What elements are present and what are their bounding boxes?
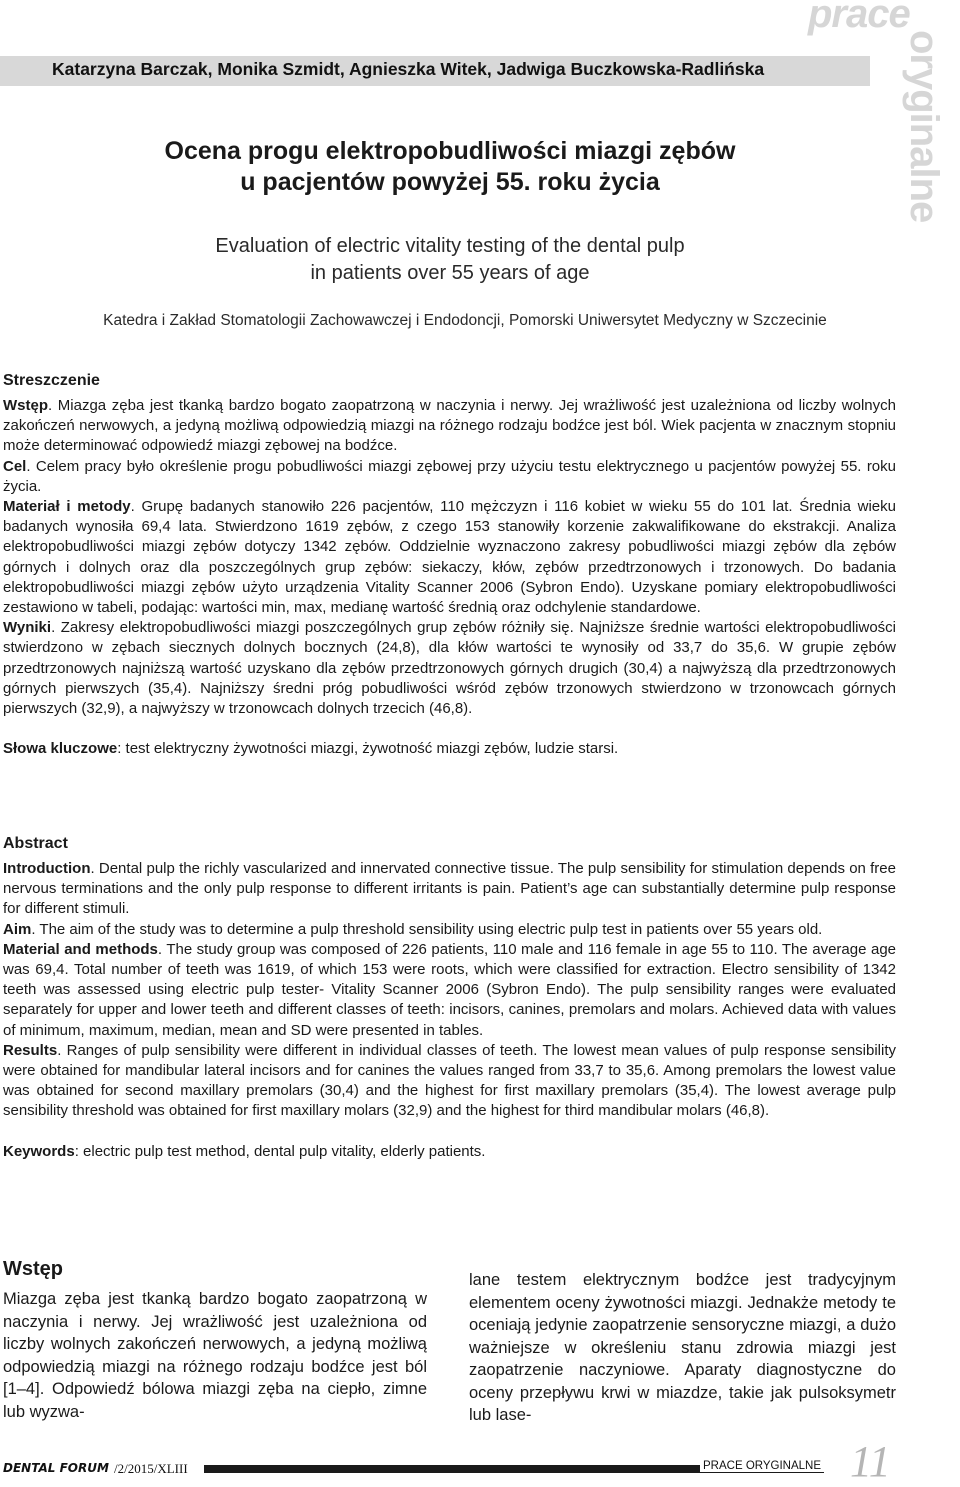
material-label: Materiał i metody [3, 498, 131, 516]
title-english [0, 233, 900, 287]
introduction-label: Introduction [3, 860, 91, 877]
keywords-text: : electric pulp test method, dental pulp vitality, elderly patients. [74, 1142, 486, 1160]
journal-name: DENTAL FORUM [3, 1461, 109, 1475]
abstract-heading: Abstract [3, 835, 68, 852]
introduction-text: . Dental pulp the richly vascularized and innervated connective tissue. The pulp sensibility for stimulation depends on free nervous terminations and the only pulp response to different irritants is pain. Patient’s age can substantially determine pulp response for different stimuli. [3, 860, 896, 918]
journal-issue: /2/2015/XLIII [114, 1461, 188, 1476]
wstep-heading: Wstęp [3, 1258, 63, 1280]
results-label: Results [3, 1041, 58, 1059]
section-tag-top: prace [808, 0, 910, 36]
slowa-kluczowe-label: Słowa kluczowe [3, 740, 118, 758]
wyniki-text: . Zakresy elektropobudliwości miazgi poszczególnych grup zębów różniły się. Najniższe średnie wartości elektropobudliwości stwierdzono w zębach siecznych dolnych bocznych (24,8), dla kłów wartości te wynosiły od 33,7 do 35,6. W grupie zębów przedtrzonowych najniższą wartość uzyskano dla zębów przedtrzonowych górnych drugich (30,4) a najwyższą dla przedtrzonowych górnych pierwszych (35,4). Najniższy średni próg pobudliwości wśród zębów trzonowych stwierdzono w trzonowcach górnych pierwszych (32,9), a najwyższy w trzonowcach dolnych trzecich (46,8). [3, 619, 896, 718]
affiliation: Katedra i Zakład Stomatologii Zachowawczej i Endodoncji, Pomorski Uniwersytet Medyczny w Szczecinie [103, 312, 827, 329]
streszczenie-heading: Streszczenie [3, 372, 100, 389]
footer-section-label: PRACE ORYGINALNE [700, 1460, 824, 1472]
title-pl-line1: Ocena progu elektropobudliwości miazgi zębów [164, 137, 736, 165]
authors: Katarzyna Barczak, Monika Szmidt, Agnieszka Witek, Jadwiga Buczkowska-Radlińska [52, 59, 765, 79]
title-polish [0, 136, 900, 198]
aim-text: . The aim of the study was to determine a pulp threshold sensibility using electric pulp test in patients over 55 years old. [31, 920, 823, 938]
material-text: . Grupę badanych stanowiło 226 pacjentów, 110 mężczyzn i 116 kobiet w wieku 55 do 101 lat. Średnia wieku badanych wynosiła 69,4 lata. Stwierdzono 1619 zębów, z czego 153 stanowiły korzenie zakwalifikowane do ekstrakcji. Analiza elektropobudliwości miazgi zębów dotyczy 1342 zębów. Oddzielnie wyznaczono zakresy pobudliwości miazgi zębów dla zębów górnych i dolnych oraz dla poszczególnych grup zębów: siekaczy, kłów, zębów przedtrzonowych i trzonowych. Do badania elektropobudliwości miazgi zębów użyto urządzenia Vitality Scanner 2006 (Sybron Endo). Uzyskane pomiary elektropobudliwości zestawiono w tabeli, podając: wartości min, max, medianę wartość średnią oraz odchylenie standardowe. [3, 498, 896, 617]
cel-text: . Celem pracy było określenie progu pobudliwości miazgi zębowej przy użyciu testu elektrycznego u pacjentów powyżej 55. roku życia. [3, 457, 896, 495]
wstep-text: . Miazga zęba jest tkanką bardzo bogato zaopatrzoną w naczynia i nerwy. Jej wrażliwość jest uzależniona od liczby wolnych zakończeń nerwowych, a jedyną możliwą odpowiedzią miazgi na różnego rodzaju bodźce jest ból. Wiek pacjenta w znacznym stopniu może determinować odpowiedź miazgi zębowej na bodźce. [3, 397, 896, 455]
body-left-text: Miazga zęba jest tkanką bardzo bogato zaopatrzoną w naczynia i nerwy. Jej wrażliwość jest uzależniona od liczby wolnych zakończeń nerwowych, a jedyną możliwą odpowiedzią miazgi na różnego rodzaju bodźce jest ból [1–4]. Odpowiedź bólowa miazgi zęba na ciepło, zimne lub wyzwa- [3, 1290, 427, 1421]
title-en-line1: Evaluation of electric vitality testing of the dental pulp [215, 235, 685, 257]
keywords [3, 1142, 896, 1162]
page-number: 11 [850, 1437, 891, 1486]
title-en-line2: in patients over 55 years of age [310, 262, 590, 284]
keywords-label: Keywords [3, 1142, 75, 1160]
streszczenie-wyniki [3, 618, 896, 719]
abstract-results [3, 1041, 896, 1122]
abstract-aim [3, 920, 896, 940]
slowa-kluczowe [3, 739, 896, 759]
wstep-label: Wstęp [3, 397, 48, 414]
streszczenie-section [3, 372, 896, 759]
page-footer [0, 1437, 960, 1486]
abstract-introduction [3, 859, 896, 920]
wyniki-label: Wyniki [3, 619, 52, 637]
slowa-kluczowe-text: : test elektryczny żywotności miazgi, żywotność miazgi zębów, ludzie starsi. [117, 740, 619, 758]
body-right-text: lane testem elektrycznym bodźce jest tradycyjnym elementem oceny żywotności miazgi. Jednakże metody te oceniają jedynie zaopatrzenie sensoryczne miazgi, a dużo ważniejsze w określeniu stanu zdrowia miazgi jest zaopatrzenie naczyniowe. Aparaty diagnostyczne do oceny przepływu krwi w miazdze, takie jak pulsoksymetr lub lase- [469, 1271, 896, 1424]
body-column-right [469, 1269, 896, 1427]
streszczenie-wstep [3, 396, 896, 457]
streszczenie-cel [3, 457, 896, 497]
title-pl-line2: u pacjentów powyżej 55. roku życia [240, 168, 660, 196]
methods-text: . The study group was composed of 226 patients, 110 male and 116 female in age 55 to 110. The average age was 69,4. Total number of teeth was 1619, of which 153 were roots, which were classified for extraction. Electro sensibility of 1342 teeth was assessed using electric pulp tester- Vitality Scanner 2006 (Sybron Endo). The pulp sensibility ranges were evaluated separately for upper and lower teeth and different classes of teeth: incisors, canines, premolars and molars. Achieved data with values of minimum, maximum, median, mean and SD were presented in tables. [3, 940, 896, 1039]
abstract-methods [3, 940, 896, 1041]
cel-label: Cel [3, 457, 27, 475]
aim-label: Aim [3, 920, 32, 938]
results-text: . Ranges of pulp sensibility were different in individual classes of teeth. The lowest mean values of pulp response sensibility were obtained for mandibular lateral incisors and for canines the values ranged from 33,7 to 35,6. Among premolars the lowest value was obtained for second maxillary premolars (30,4) and the highest for first maxillary premolars (35,4). The lowest average pulp sensibility threshold was obtained for first maxillary molars (32,9) and the highest for third mandibular molars (46,8). [3, 1041, 896, 1120]
section-tag-side: oryginalne [902, 30, 946, 223]
methods-label: Material and methods [3, 940, 158, 958]
body-column-left [3, 1258, 427, 1423]
streszczenie-material [3, 497, 896, 618]
abstract-section [3, 835, 896, 1162]
